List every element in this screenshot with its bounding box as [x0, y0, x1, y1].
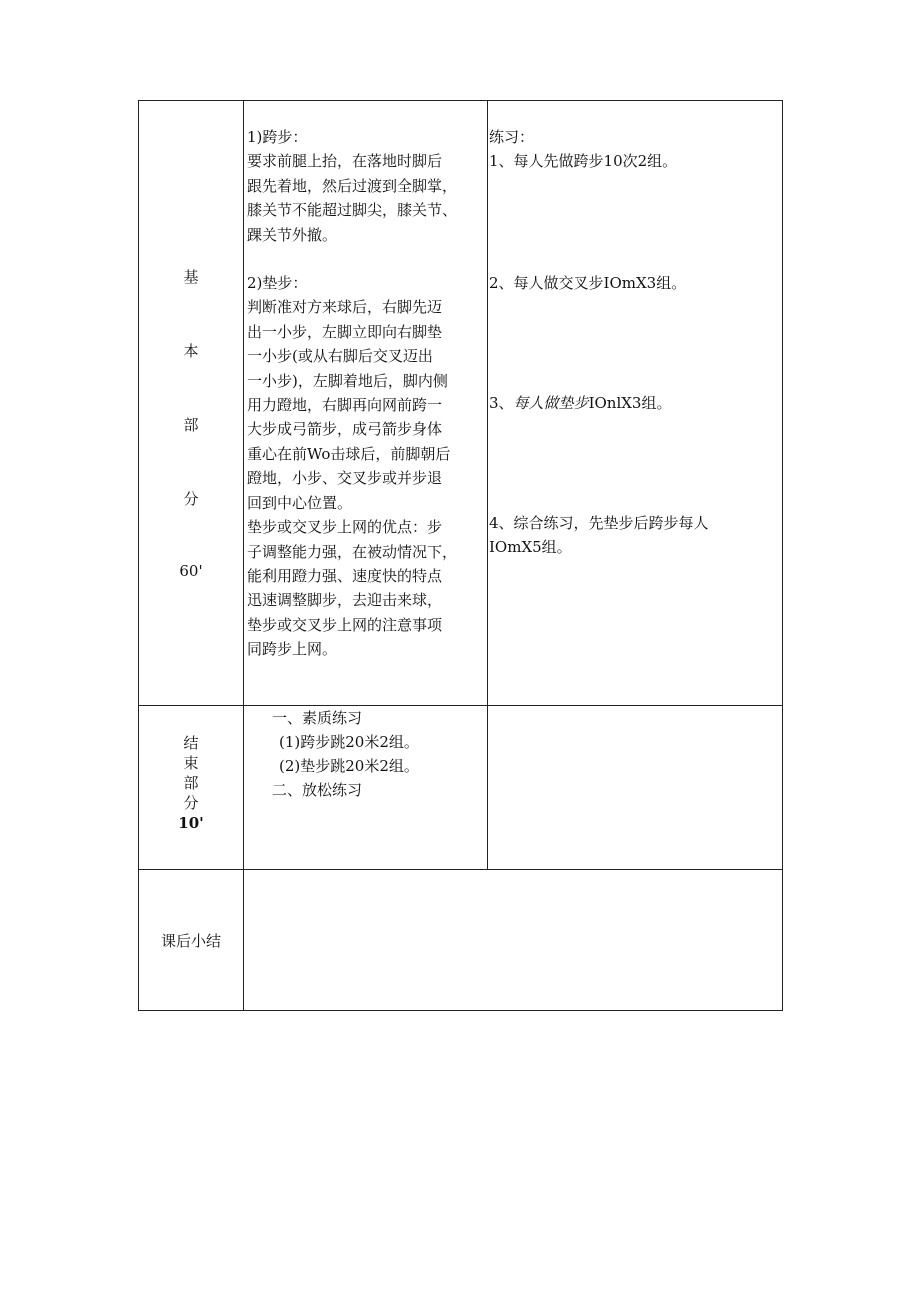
ending-item-4: 二、放松练习: [272, 781, 363, 799]
column-divider-label: [243, 101, 244, 1011]
stride-line: 膝关节不能超过脚尖，膝关节、: [247, 201, 458, 220]
pad-line: 大步成弓箭步，成弓箭步身体: [247, 420, 443, 439]
ending-item-2: (1)跨步跳20米2组。: [279, 733, 419, 751]
practice-item-3-prefix: 3、: [489, 394, 514, 412]
ending-section-label: [139, 733, 243, 833]
ending-label-char: 分: [183, 794, 199, 812]
basic-label-char: 部: [183, 416, 199, 434]
pad-title: 2)垫步：: [247, 274, 308, 293]
practice-item-3: [489, 391, 671, 415]
basic-section-label: [139, 266, 243, 586]
basic-duration: 60': [179, 562, 203, 580]
practice-item-2: 2、每人做交叉步IOmX3组。: [489, 274, 687, 292]
ending-label-char: 结: [183, 734, 199, 752]
practice-title: 练习：: [489, 128, 535, 146]
basic-label-char: 分: [183, 490, 199, 508]
summary-label: 课后小结: [160, 932, 221, 950]
pad-line: 同跨步上网。: [247, 640, 338, 659]
stride-title: 1)跨步：: [247, 128, 308, 146]
ending-label-char: 束: [183, 754, 199, 772]
basic-content: [247, 125, 491, 662]
pad-line: 一小步(或从右脚后交叉迈出: [247, 347, 433, 366]
practice-item-4: [489, 511, 709, 560]
pad-line: 重心在前Wo击球后，前脚朝后: [247, 444, 451, 463]
practice-item-3-rest: IOnlX3组。: [588, 394, 672, 412]
practice-item-1: 1、每人先做跨步10次2组。: [489, 152, 678, 170]
basic-label-char: 本: [183, 342, 199, 360]
pad-line: 能利用蹬力强、速度快的特点: [247, 566, 443, 585]
stride-line: 跟先着地，然后过渡到全脚掌，: [247, 176, 458, 195]
summary-content[interactable]: [245, 871, 780, 1008]
pad-line: 迅速调整脚步，去迎击来球，: [247, 591, 443, 610]
pad-line: 回到中心位置。: [247, 493, 353, 512]
pad-line: 判断准对方来球后，右脚先迈: [247, 298, 443, 317]
stride-line: 踝关节外撤。: [247, 225, 338, 244]
ending-item-1: 一、素质练习: [272, 709, 363, 727]
ending-duration: 10': [178, 814, 204, 832]
pad-line: 一小步)，左脚着地后，脚内侧: [247, 371, 448, 390]
stride-line: 要求前腿上抬，在落地时脚后: [247, 152, 443, 171]
row-divider-basic-ending: [139, 705, 782, 706]
pad-line: 子调整能力强，在被动情况下，: [247, 542, 458, 561]
lesson-plan-table: [138, 100, 783, 1011]
pad-line: 垫步或交叉步上网的注意事项: [247, 615, 443, 634]
pad-line: 出一小步，左脚立即向右脚垫: [247, 322, 443, 341]
practice-item-3-italic: 每人做垫步: [513, 394, 589, 412]
row-divider-ending-summary: [139, 869, 782, 870]
practice-item-4-line: 4、综合练习，先垫步后跨步每人: [489, 514, 709, 532]
pad-line: 用力蹬地，右脚再向网前跨一: [247, 396, 443, 415]
ending-item-3: (2)垫步跳20米2组。: [279, 757, 419, 775]
practice-item-4-line: IOmX5组。: [489, 538, 572, 557]
pad-line: 蹬地，小步、交叉步或并步退: [247, 469, 443, 488]
ending-label-char: 部: [183, 774, 199, 792]
pad-line: 垫步或交叉步上网的优点：步: [247, 518, 443, 537]
basic-label-char: 基: [183, 268, 199, 286]
